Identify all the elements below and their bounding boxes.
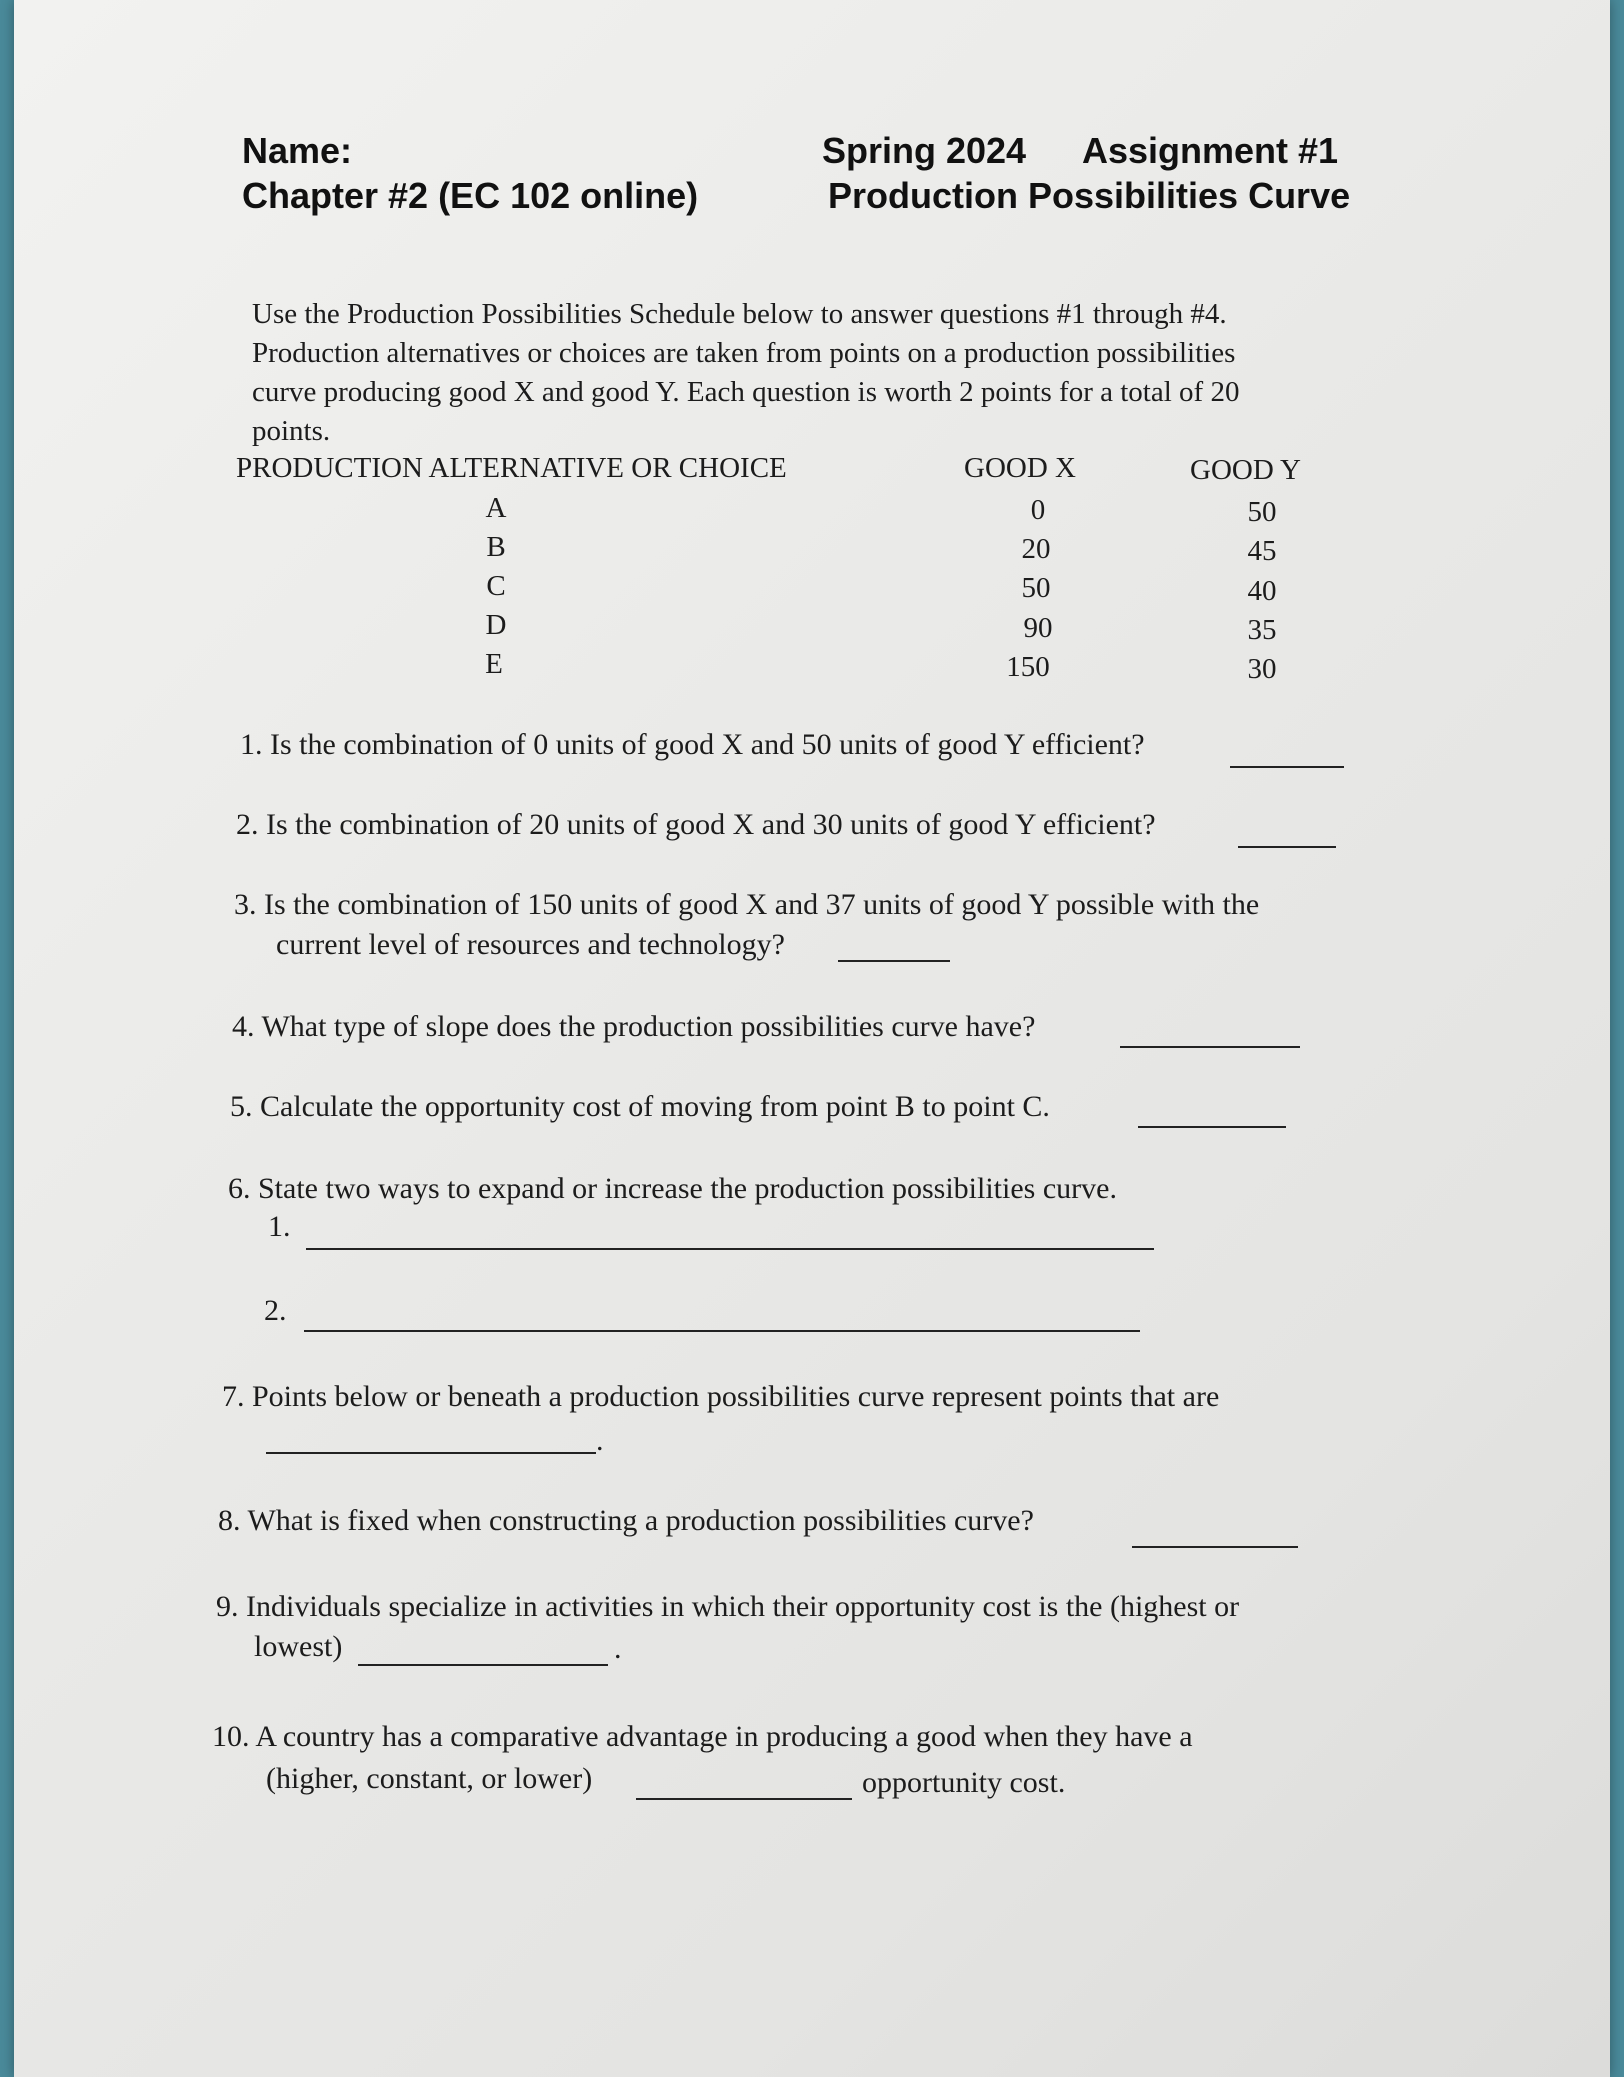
question-6-item-1-label: 1. [268, 1210, 291, 1243]
instructions-line: Use the Production Possibilities Schedule below to answer questions #1 through #4. [252, 298, 1227, 330]
table-header-choice: PRODUCTION ALTERNATIVE OR CHOICE [236, 452, 787, 484]
answer-blank-3[interactable] [838, 960, 950, 962]
question-10: 10. A country has a comparative advantage in producing a good when they have a [212, 1720, 1193, 1753]
question-1: 1. Is the combination of 0 units of good X and 50 units of good Y efficient? [240, 728, 1145, 761]
answer-blank-4[interactable] [1120, 1046, 1300, 1048]
answer-blank-6-2[interactable] [304, 1330, 1140, 1332]
question-7-period: . [596, 1424, 604, 1457]
choice-cell: E [485, 648, 503, 680]
table-header-good-y: GOOD Y [1190, 454, 1301, 486]
question-3: 3. Is the combination of 150 units of good X and 37 units of good Y possible with the [234, 888, 1260, 921]
name-label: Name: [242, 130, 353, 171]
choice-cell: D [485, 609, 507, 641]
table-header-good-x: GOOD X [964, 452, 1076, 484]
good-x-cell: 50 [1021, 572, 1051, 604]
question-9-continued: lowest) [254, 1630, 343, 1663]
good-y-cell: 45 [1247, 535, 1277, 567]
answer-blank-2[interactable] [1238, 846, 1336, 848]
question-9: 9. Individuals specialize in activities in which their opportunity cost is the (highest or [216, 1590, 1240, 1623]
choice-cell: A [485, 492, 507, 524]
good-x-cell: 90 [1023, 612, 1053, 644]
answer-blank-6-1[interactable] [306, 1248, 1154, 1250]
answer-blank-8[interactable] [1132, 1546, 1298, 1548]
assignment-label: Assignment #1 [1082, 130, 1339, 171]
good-x-cell: 150 [1006, 651, 1050, 683]
answer-blank-7[interactable] [266, 1452, 596, 1454]
question-10-continued: (higher, constant, or lower) [266, 1762, 593, 1795]
question-6-item-2-label: 2. [264, 1294, 287, 1327]
good-x-cell: 0 [1030, 494, 1046, 526]
question-6: 6. State two ways to expand or increase the production possibilities curve. [228, 1172, 1117, 1205]
good-y-cell: 30 [1247, 653, 1277, 685]
choice-cell: B [486, 531, 506, 563]
instructions-paragraph [252, 295, 1362, 451]
good-x-cell: 20 [1021, 533, 1051, 565]
question-2: 2. Is the combination of 20 units of good X and 30 units of good Y efficient? [236, 808, 1156, 841]
answer-blank-5[interactable] [1138, 1126, 1286, 1128]
question-3-continued: current level of resources and technology? [276, 928, 785, 961]
choice-cell: C [486, 570, 506, 602]
worksheet-page [14, 0, 1610, 2077]
instructions-line: curve producing good X and good Y. Each question is worth 2 points for a total of 20 [252, 376, 1240, 408]
instructions-line: Production alternatives or choices are taken from points on a production possibilities [252, 337, 1236, 369]
good-y-cell: 40 [1247, 575, 1277, 607]
answer-blank-1[interactable] [1230, 766, 1344, 768]
term-label: Spring 2024 [822, 130, 1027, 171]
topic-title: Production Possibilities Curve [828, 175, 1351, 216]
question-4: 4. What type of slope does the production possibilities curve have? [232, 1010, 1036, 1043]
good-y-cell: 50 [1247, 496, 1277, 528]
question-5: 5. Calculate the opportunity cost of moving from point B to point C. [230, 1090, 1050, 1123]
chapter-title: Chapter #2 (EC 102 online) [242, 175, 699, 216]
answer-blank-9[interactable] [358, 1664, 608, 1666]
question-7: 7. Points below or beneath a production possibilities curve represent points that are [222, 1380, 1220, 1413]
good-y-cell: 35 [1247, 614, 1277, 646]
answer-blank-10[interactable] [636, 1798, 852, 1800]
question-8: 8. What is fixed when constructing a production possibilities curve? [218, 1504, 1034, 1537]
question-10-end: opportunity cost. [862, 1766, 1066, 1799]
instructions-line: points. [252, 415, 331, 447]
question-9-period: . [614, 1632, 622, 1665]
